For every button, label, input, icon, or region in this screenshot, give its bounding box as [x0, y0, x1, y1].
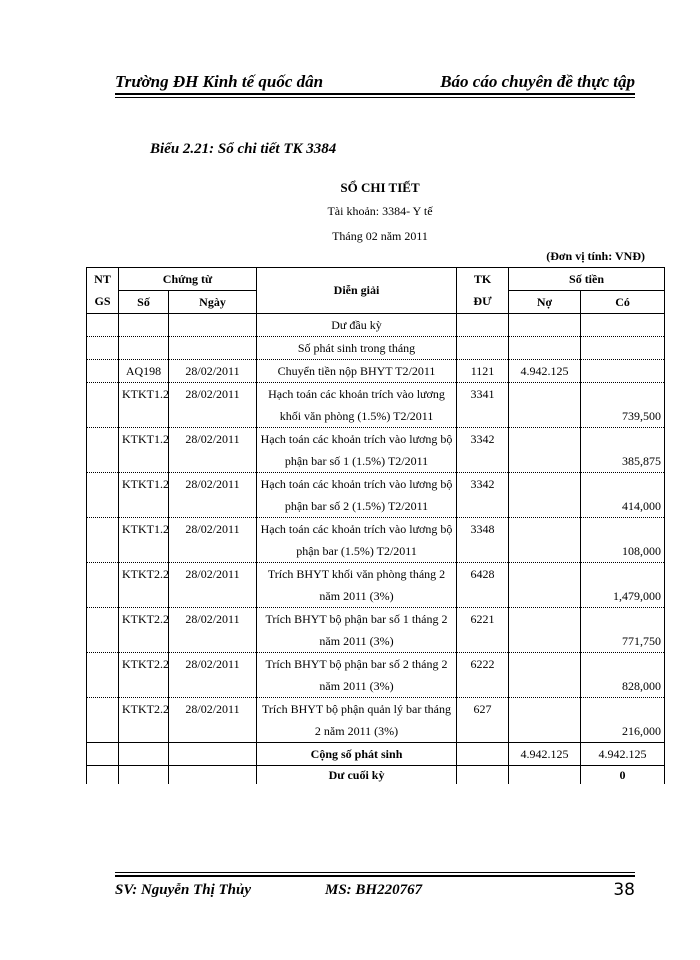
footer-student: SV: Nguyễn Thị Thủy [115, 882, 251, 898]
footer-rule-thin [115, 872, 635, 873]
voucher-date: 28/02/2011 [169, 473, 257, 518]
description: Chuyển tiền nộp BHYT T2/2011 [257, 360, 457, 383]
header-school: Trường ĐH Kinh tế quốc dân [115, 72, 324, 91]
credit-amount: 108,000 [581, 518, 665, 563]
credit-amount: 771,750 [581, 608, 665, 653]
debit-amount [509, 428, 581, 473]
counter-account: 627 [457, 698, 509, 743]
ledger-account: Tài khoản: 3384- Y tế [327, 204, 433, 218]
debit-amount [509, 563, 581, 608]
opening-row [87, 314, 665, 337]
description: Trích BHYT khối văn phòng tháng 2 năm 2011 (3%) [257, 563, 457, 608]
header-report-title: Báo cáo chuyên đề thực tập [440, 72, 635, 91]
ledger-row [87, 518, 665, 563]
col-tk-a: TK [457, 268, 509, 291]
voucher-date: 28/02/2011 [169, 428, 257, 473]
header-rule [115, 93, 635, 95]
ntgs-cell [87, 653, 119, 698]
closing-label: Dư cuối kỳ [257, 766, 457, 785]
ledger-row [87, 383, 665, 428]
col-tk-b: ĐƯ [457, 291, 509, 314]
ntgs-cell [87, 360, 119, 383]
ledger-row [87, 473, 665, 518]
ledger-month: Tháng 02 năm 2011 [332, 229, 428, 243]
arising-row [87, 337, 665, 360]
col-ngay: Ngày [169, 291, 257, 314]
totals-label: Cộng số phát sinh [257, 743, 457, 766]
col-nt-gs-a: NT [87, 268, 119, 291]
voucher-date: 28/02/2011 [169, 383, 257, 428]
footer-student-id: MS: BH220767 [325, 882, 423, 898]
opening-label: Dư đầu kỳ [257, 314, 457, 337]
ledger-row [87, 428, 665, 473]
credit-amount: 1,479,000 [581, 563, 665, 608]
ntgs-cell [87, 383, 119, 428]
col-nt-gs-b: GS [87, 291, 119, 314]
page-header [115, 70, 635, 96]
ntgs-cell [87, 473, 119, 518]
counter-account: 3342 [457, 473, 509, 518]
debit-amount [509, 383, 581, 428]
page-number: 38 [613, 880, 635, 900]
debit-amount [509, 518, 581, 563]
closing-row [87, 766, 665, 785]
debit-amount [509, 473, 581, 518]
ntgs-cell [87, 698, 119, 743]
voucher-no: KTKT1.2 [119, 518, 169, 563]
description: Hạch toán các khoản trích vào lương bộ phận bar số 1 (1.5%) T2/2011 [257, 428, 457, 473]
ledger-row [87, 563, 665, 608]
voucher-no: KTKT1.2 [119, 383, 169, 428]
ledger-row [87, 698, 665, 743]
description: Trích BHYT bộ phận bar số 2 tháng 2 năm 2011 (3%) [257, 653, 457, 698]
ledger-title: SỔ CHI TIẾT [340, 180, 420, 195]
counter-account: 6222 [457, 653, 509, 698]
voucher-date: 28/02/2011 [169, 608, 257, 653]
credit-amount: 739,500 [581, 383, 665, 428]
col-so: Số [119, 291, 169, 314]
description: Trích BHYT bộ phận bar số 1 tháng 2 năm 2011 (3%) [257, 608, 457, 653]
description: Hạch toán các khoản trích vào lương khối văn phòng (1.5%) T2/2011 [257, 383, 457, 428]
debit-amount [509, 698, 581, 743]
totals-row [87, 743, 665, 766]
voucher-date: 28/02/2011 [169, 653, 257, 698]
totals-co: 4.942.125 [581, 743, 665, 766]
arising-label: Số phát sinh trong tháng [257, 337, 457, 360]
col-co: Có [581, 291, 665, 314]
ntgs-cell [87, 563, 119, 608]
col-chung-tu: Chứng từ [119, 268, 257, 291]
ntgs-cell [87, 608, 119, 653]
voucher-no: AQ198 [119, 360, 169, 383]
ntgs-cell [87, 428, 119, 473]
voucher-no: KTKT1.2 [119, 473, 169, 518]
header-rule-thin [115, 97, 635, 98]
counter-account: 3348 [457, 518, 509, 563]
col-so-tien: Số tiền [509, 268, 665, 291]
credit-amount: 414,000 [581, 473, 665, 518]
footer-rule [115, 875, 635, 877]
credit-amount: 828,000 [581, 653, 665, 698]
counter-account: 3342 [457, 428, 509, 473]
page-footer [115, 872, 635, 902]
col-dien-giai: Diễn giải [257, 268, 457, 314]
description: Hạch toán các khoản trích vào lương bộ phận bar số 2 (1.5%) T2/2011 [257, 473, 457, 518]
ledger-row [87, 653, 665, 698]
ledger-unit: (Đơn vị tính: VNĐ) [546, 249, 645, 263]
credit-amount: 385,875 [581, 428, 665, 473]
ntgs-cell [87, 518, 119, 563]
credit-amount [581, 360, 665, 383]
voucher-date: 28/02/2011 [169, 360, 257, 383]
counter-account: 3341 [457, 383, 509, 428]
figure-caption: Biểu 2.21: Sổ chi tiết TK 3384 [150, 141, 337, 157]
description: Trích BHYT bộ phận quản lý bar tháng 2 năm 2011 (3%) [257, 698, 457, 743]
counter-account: 1121 [457, 360, 509, 383]
description: Hạch toán các khoản trích vào lương bộ phận bar (1.5%) T2/2011 [257, 518, 457, 563]
debit-amount: 4.942.125 [509, 360, 581, 383]
ledger-row [87, 360, 665, 383]
voucher-no: KTKT2.2 [119, 653, 169, 698]
voucher-date: 28/02/2011 [169, 563, 257, 608]
totals-no: 4.942.125 [509, 743, 581, 766]
col-no: Nợ [509, 291, 581, 314]
voucher-no: KTKT1.2 [119, 428, 169, 473]
voucher-date: 28/02/2011 [169, 698, 257, 743]
voucher-date: 28/02/2011 [169, 518, 257, 563]
voucher-no: KTKT2.2 [119, 698, 169, 743]
ledger-table [86, 267, 665, 784]
voucher-no: KTKT2.2 [119, 563, 169, 608]
ledger-row [87, 608, 665, 653]
counter-account: 6221 [457, 608, 509, 653]
debit-amount [509, 653, 581, 698]
closing-co: 0 [581, 766, 665, 785]
counter-account: 6428 [457, 563, 509, 608]
debit-amount [509, 608, 581, 653]
voucher-no: KTKT2.2 [119, 608, 169, 653]
credit-amount: 216,000 [581, 698, 665, 743]
